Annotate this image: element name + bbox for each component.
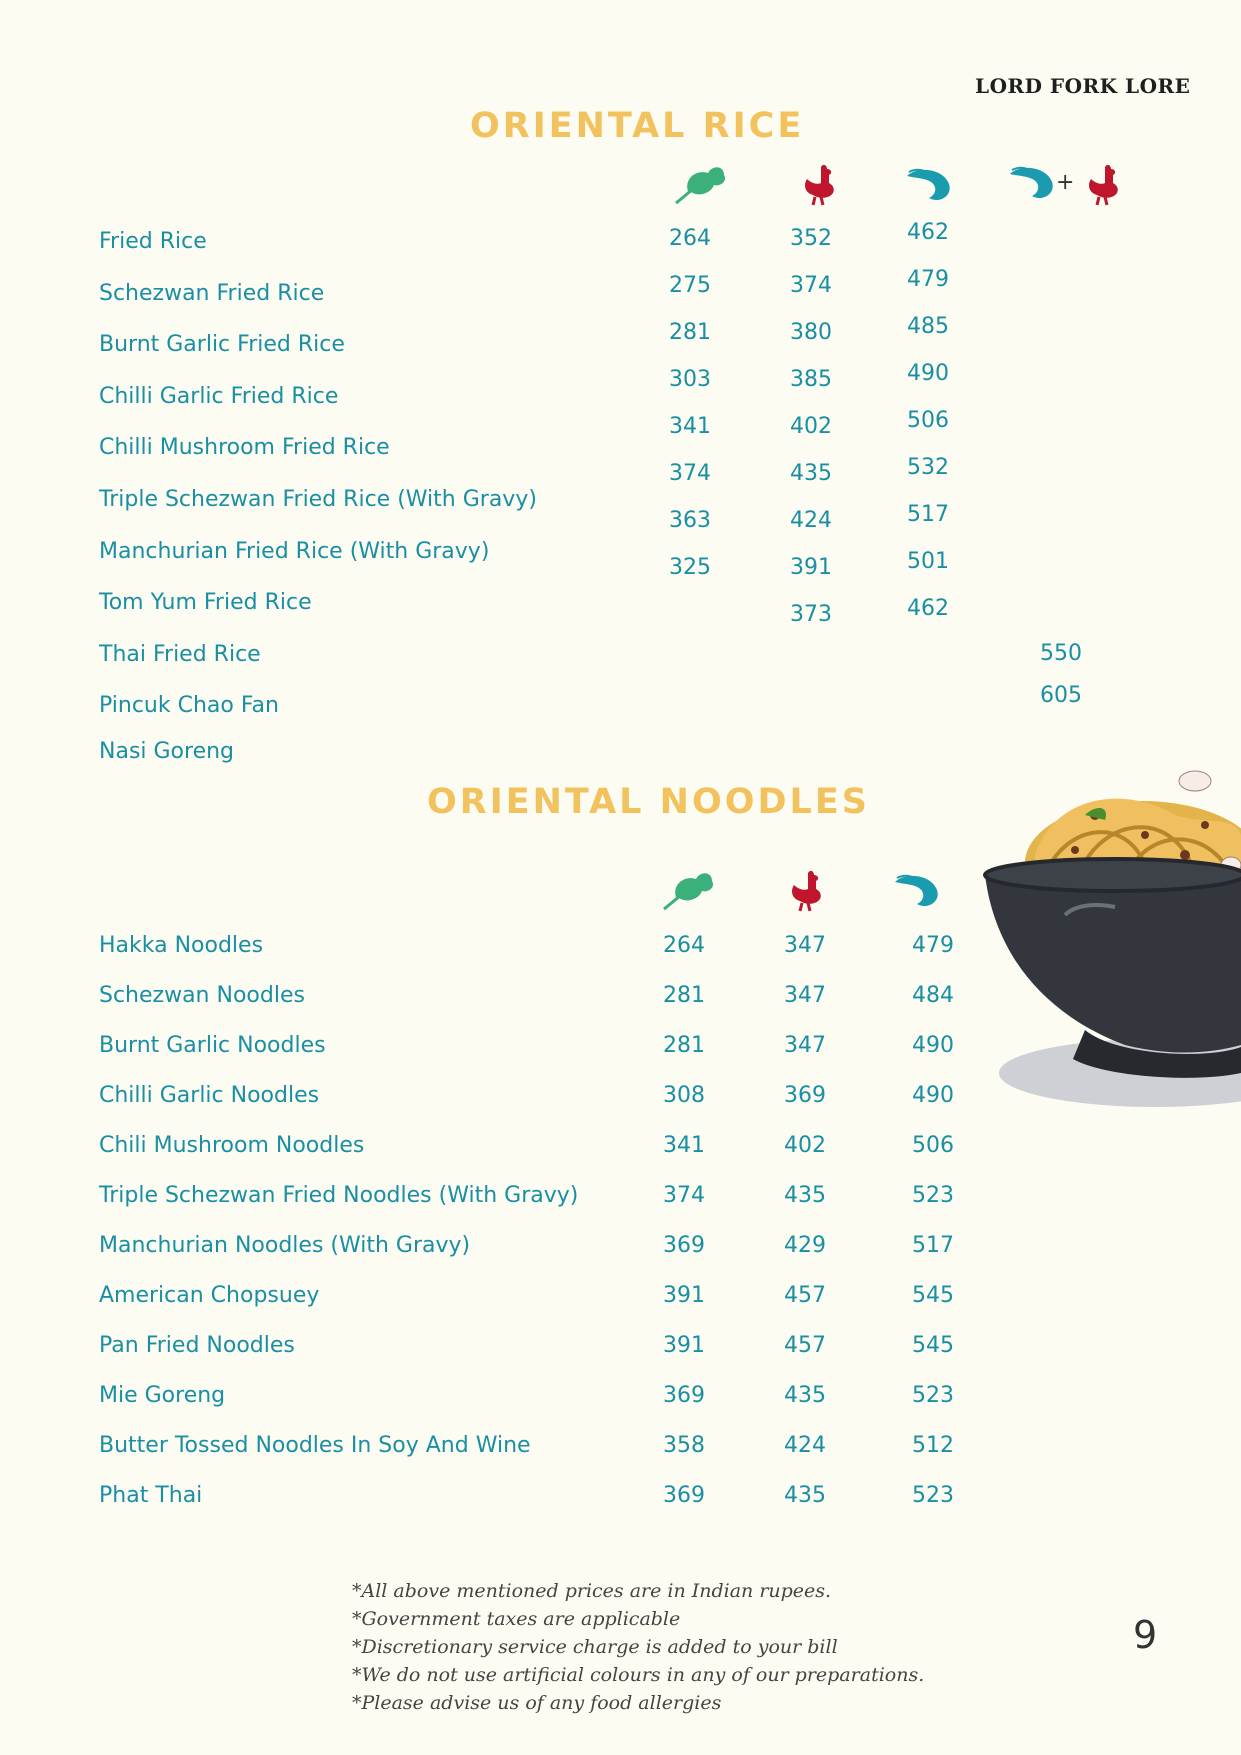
menu-item-name: Thai Fried Rice <box>99 642 261 667</box>
prawn-price: 512 <box>912 1433 954 1458</box>
veg-price: 369 <box>663 1383 705 1408</box>
prawn-icon <box>1006 164 1056 202</box>
combo-price: 550 <box>1040 641 1082 666</box>
menu-item-name: Manchurian Noodles (With Gravy) <box>99 1233 471 1258</box>
chicken-price: 369 <box>784 1083 826 1108</box>
prawn-price: 490 <box>912 1083 954 1108</box>
brand-logo: LORD FORK LORE <box>975 74 1191 98</box>
chicken-price: 347 <box>784 1033 826 1058</box>
veg-price: 363 <box>669 508 711 533</box>
prawn-price: 484 <box>912 983 954 1008</box>
veg-price: 325 <box>669 555 711 580</box>
menu-item-name: Manchurian Fried Rice (With Gravy) <box>99 539 490 564</box>
veg-price: 308 <box>663 1083 705 1108</box>
menu-item-name: American Chopsuey <box>99 1283 320 1308</box>
veg-price: 303 <box>669 367 711 392</box>
menu-item-name: Chilli Mushroom Fried Rice <box>99 435 390 460</box>
chicken-price: 424 <box>790 508 832 533</box>
page-number: 9 <box>1133 1613 1158 1657</box>
veg-price: 281 <box>669 320 711 345</box>
menu-item-name: Schezwan Noodles <box>99 983 305 1008</box>
chicken-price: 380 <box>790 320 832 345</box>
menu-item-name: Tom Yum Fried Rice <box>99 590 312 615</box>
footnote: *We do not use artificial colours in any of our preparations. <box>352 1664 925 1686</box>
chicken-icon <box>786 869 824 913</box>
chicken-price: 373 <box>790 602 832 627</box>
footnote: *Discretionary service charge is added to your bill <box>352 1636 838 1658</box>
veg-price: 358 <box>663 1433 705 1458</box>
veg-price: 391 <box>663 1283 705 1308</box>
chicken-price: 402 <box>784 1133 826 1158</box>
menu-item-name: Chilli Garlic Fried Rice <box>99 384 339 409</box>
veg-price: 281 <box>663 1033 705 1058</box>
prawn-price: 545 <box>912 1283 954 1308</box>
menu-item-name: Triple Schezwan Fried Noodles (With Gravy) <box>99 1183 579 1208</box>
menu-item-name: Pincuk Chao Fan <box>99 693 279 718</box>
prawn-price: 517 <box>912 1233 954 1258</box>
chicken-price: 352 <box>790 226 832 251</box>
veg-price: 374 <box>669 461 711 486</box>
noodles-section-title: ORIENTAL NOODLES <box>427 782 870 822</box>
prawn-price: 523 <box>912 1483 954 1508</box>
menu-item-name: Triple Schezwan Fried Rice (With Gravy) <box>99 487 537 512</box>
prawn-price: 462 <box>907 220 949 245</box>
menu-item-name: Burnt Garlic Fried Rice <box>99 332 345 357</box>
prawn-price: 506 <box>912 1133 954 1158</box>
veg-icon <box>662 869 716 911</box>
menu-item-name: Schezwan Fried Rice <box>99 281 325 306</box>
menu-item-name: Chili Mushroom Noodles <box>99 1133 365 1158</box>
menu-item-name: Mie Goreng <box>99 1383 226 1408</box>
veg-price: 264 <box>663 933 705 958</box>
prawn-price: 501 <box>907 549 949 574</box>
menu-item-name: Pan Fried Noodles <box>99 1333 295 1358</box>
menu-item-name: Burnt Garlic Noodles <box>99 1033 326 1058</box>
prawn-price: 485 <box>907 314 949 339</box>
chicken-price: 424 <box>784 1433 826 1458</box>
chicken-price: 457 <box>784 1333 826 1358</box>
veg-price: 369 <box>663 1233 705 1258</box>
footnote: *All above mentioned prices are in Indian rupees. <box>352 1580 832 1602</box>
menu-item-name: Nasi Goreng <box>99 739 235 764</box>
prawn-price: 490 <box>907 361 949 386</box>
prawn-price: 490 <box>912 1033 954 1058</box>
prawn-price: 479 <box>907 267 949 292</box>
plus-sign: + <box>1056 170 1075 195</box>
menu-item-name: Chilli Garlic Noodles <box>99 1083 320 1108</box>
footnote: *Please advise us of any food allergies <box>352 1692 722 1714</box>
chicken-icon <box>799 163 837 207</box>
chicken-price: 429 <box>784 1233 826 1258</box>
prawn-price: 523 <box>912 1183 954 1208</box>
chicken-price: 347 <box>784 933 826 958</box>
prawn-price: 479 <box>912 933 954 958</box>
footnote: *Government taxes are applicable <box>352 1608 681 1630</box>
chicken-price: 435 <box>784 1483 826 1508</box>
veg-price: 391 <box>663 1333 705 1358</box>
prawn-price: 545 <box>912 1333 954 1358</box>
prawn-price: 532 <box>907 455 949 480</box>
veg-price: 369 <box>663 1483 705 1508</box>
chicken-price: 391 <box>790 555 832 580</box>
chicken-price: 385 <box>790 367 832 392</box>
veg-price: 264 <box>669 226 711 251</box>
chicken-price: 347 <box>784 983 826 1008</box>
prawn-price: 462 <box>907 596 949 621</box>
combo-price: 605 <box>1040 683 1082 708</box>
prawn-price: 506 <box>907 408 949 433</box>
veg-price: 341 <box>663 1133 705 1158</box>
veg-price: 374 <box>663 1183 705 1208</box>
chicken-price: 435 <box>784 1383 826 1408</box>
chicken-price: 402 <box>790 414 832 439</box>
prawn-icon <box>891 872 941 910</box>
prawn-price: 517 <box>907 502 949 527</box>
chicken-price: 374 <box>790 273 832 298</box>
chicken-icon <box>1083 163 1121 207</box>
menu-item-name: Fried Rice <box>99 229 207 254</box>
prawn-icon <box>903 166 953 204</box>
chicken-price: 435 <box>790 461 832 486</box>
menu-item-name: Phat Thai <box>99 1483 203 1508</box>
menu-item-name: Hakka Noodles <box>99 933 264 958</box>
noodle-bowl-illustration <box>975 755 1241 1115</box>
veg-price: 281 <box>663 983 705 1008</box>
footnotes <box>352 1577 924 1717</box>
menu-item-name: Butter Tossed Noodles In Soy And Wine <box>99 1433 531 1458</box>
veg-price: 275 <box>669 273 711 298</box>
veg-price: 341 <box>669 414 711 439</box>
chicken-price: 435 <box>784 1183 826 1208</box>
chicken-price: 457 <box>784 1283 826 1308</box>
prawn-price: 523 <box>912 1383 954 1408</box>
veg-icon <box>674 163 728 205</box>
rice-section-title: ORIENTAL RICE <box>470 106 805 146</box>
